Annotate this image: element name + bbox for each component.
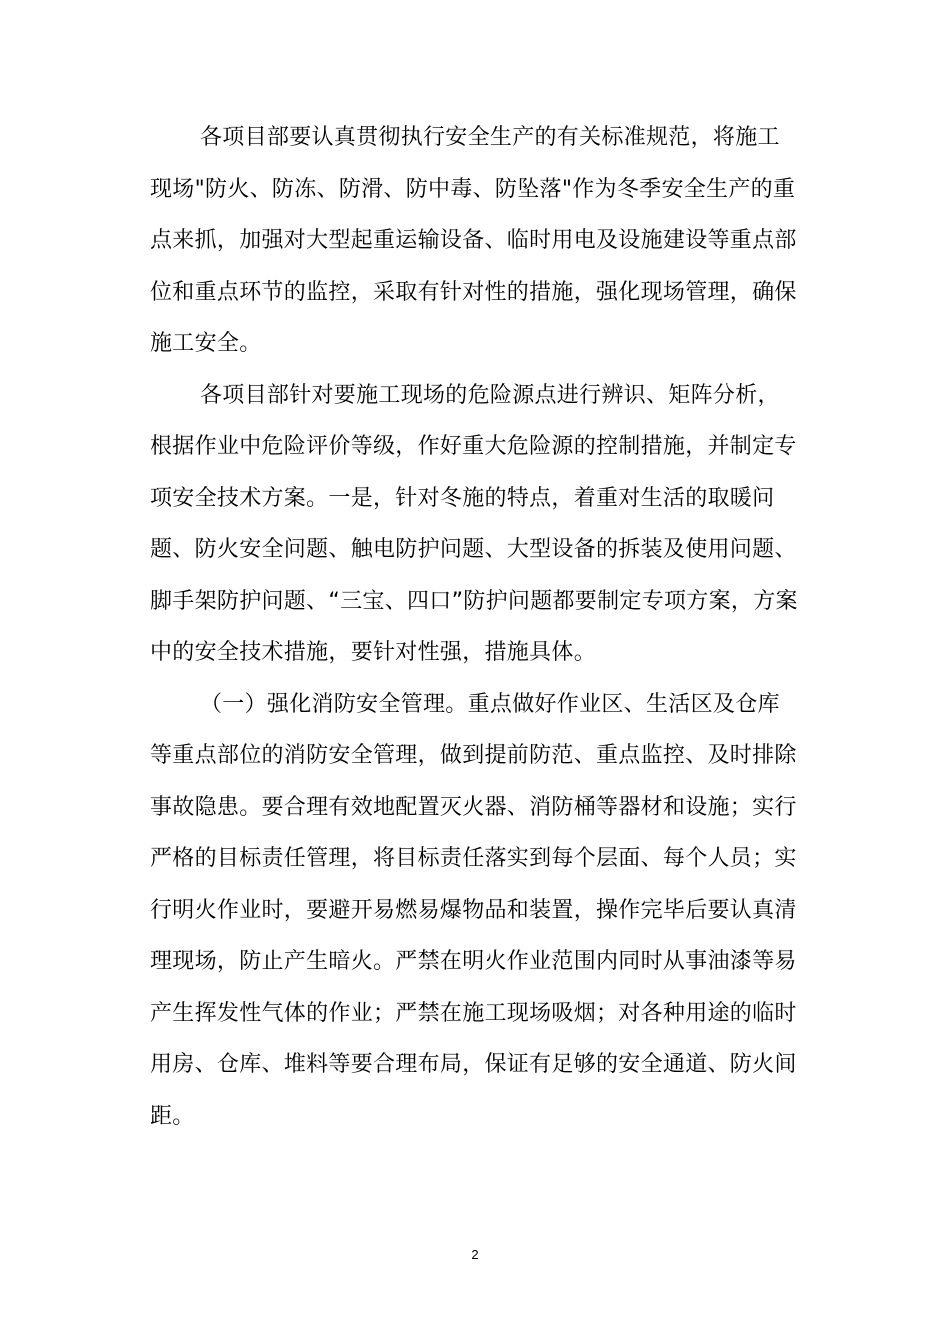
text-line: 产生挥发性气体的作业；严禁在施工现场吸烟；对各种用途的临时 (150, 1000, 797, 1026)
text-line: 行明火作业时，要避开易燃易爆物品和装置，操作完毕后要认真清 (150, 897, 797, 923)
page-number: 2 (471, 1247, 479, 1262)
text-line: 点来抓，加强对大型起重运输设备、临时用电及设施建设等重点部 (150, 228, 797, 253)
paragraph-hazard-identification (150, 374, 810, 683)
paragraph-fire-safety (150, 683, 810, 1147)
text-line: 用房、仓库、堆料等要合理布局，保证有足够的安全通道、防火间 (150, 1052, 797, 1077)
text-line: 等重点部位的消防安全管理，做到提前防范、重点监控、及时排除 (150, 743, 797, 768)
text-line: 理现场，防止产生暗火。严禁在明火作业范围内同时从事油漆等易 (150, 949, 797, 974)
text-line: 事故隐患。要合理有效地配置灭火器、消防桶等器材和设施；实行 (150, 794, 797, 820)
text-line: 脚手架防护问题、“三宝、四口”防护问题都要制定专项方案，方案 (150, 588, 798, 614)
paragraph-safety-standards (150, 116, 810, 374)
text-line: 题、防火安全问题、触电防护问题、大型设备的拆装及使用问题、 (150, 537, 797, 562)
text-line: （一）强化消防安全管理。重点做好作业区、生活区及仓库 (200, 691, 780, 717)
text-line: 距。 (150, 1103, 195, 1129)
text-line: 项安全技术方案。一是，针对冬施的特点，着重对生活的取暖问 (150, 485, 775, 511)
text-line: 根据作业中危险评价等级，作好重大危险源的控制措施，并制定专 (150, 434, 797, 459)
text-line: 现场"防火、防冻、防滑、防中毒、防坠落"作为冬季安全生产的重 (150, 176, 796, 202)
text-line: 各项目部要认真贯彻执行安全生产的有关标准规范，将施工 (200, 125, 780, 150)
body-text (150, 116, 810, 1146)
text-line: 严格的目标责任管理，将目标责任落实到每个层面、每个人员；实 (150, 846, 797, 871)
text-line: 施工安全。 (150, 331, 262, 356)
text-line: 各项目部针对要施工现场的危险源点进行辨识、矩阵分析， (200, 382, 780, 408)
text-line: 中的安全技术措施，要针对性强，措施具体。 (150, 640, 597, 665)
text-line: 位和重点环节的监控，采取有针对性的措施，强化现场管理，确保 (150, 279, 797, 305)
